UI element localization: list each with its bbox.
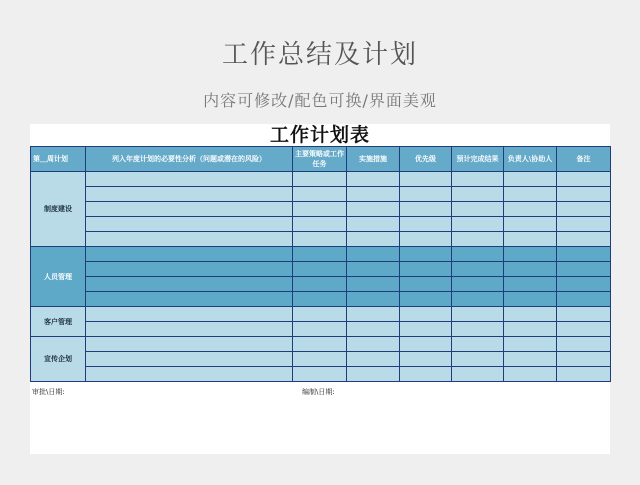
table-cell[interactable]	[400, 292, 452, 307]
table-cell[interactable]	[557, 202, 611, 217]
table-cell[interactable]	[347, 262, 400, 277]
table-row	[31, 307, 611, 322]
header-week-plan[interactable]: 第＿周计划	[31, 147, 86, 172]
table-cell[interactable]	[504, 172, 557, 187]
header-row	[31, 147, 611, 172]
table-cell[interactable]	[504, 322, 557, 337]
group-label[interactable]: 宣传企划	[31, 337, 86, 382]
table-cell[interactable]	[504, 232, 557, 247]
table-cell[interactable]	[86, 352, 293, 367]
table-cell[interactable]	[347, 337, 400, 352]
table-row	[31, 247, 611, 262]
table-cell[interactable]	[400, 322, 452, 337]
table-cell[interactable]	[504, 337, 557, 352]
table-cell[interactable]	[504, 277, 557, 292]
table-cell[interactable]	[347, 232, 400, 247]
header-necessity-analysis[interactable]: 列入年度计划的必要性分析（问题或潜在的风险）	[86, 147, 293, 172]
table-cell[interactable]	[347, 217, 400, 232]
table-cell[interactable]	[400, 187, 452, 202]
table-cell[interactable]	[400, 172, 452, 187]
table-cell[interactable]	[293, 322, 347, 337]
table-cell[interactable]	[452, 352, 504, 367]
table-cell[interactable]	[400, 352, 452, 367]
table-cell[interactable]	[452, 187, 504, 202]
table-cell[interactable]	[452, 232, 504, 247]
table-cell[interactable]	[86, 367, 293, 382]
table-cell[interactable]	[504, 262, 557, 277]
table-cell[interactable]	[557, 292, 611, 307]
table-cell[interactable]	[557, 352, 611, 367]
table-cell[interactable]	[452, 322, 504, 337]
table-cell[interactable]	[452, 367, 504, 382]
table-cell[interactable]	[86, 337, 293, 352]
table-cell[interactable]	[86, 307, 293, 322]
table-row	[31, 367, 611, 382]
table-cell[interactable]	[293, 247, 347, 262]
table-cell[interactable]	[452, 217, 504, 232]
table-row	[31, 202, 611, 217]
table-cell[interactable]	[347, 172, 400, 187]
table-row	[31, 322, 611, 337]
table-cell[interactable]	[504, 247, 557, 262]
table-cell[interactable]	[347, 352, 400, 367]
table-cell[interactable]	[400, 217, 452, 232]
table-row	[31, 277, 611, 292]
table-cell[interactable]	[293, 337, 347, 352]
table-cell[interactable]	[86, 172, 293, 187]
table-cell[interactable]	[293, 172, 347, 187]
table-cell[interactable]	[86, 232, 293, 247]
group-label[interactable]: 制度建设	[31, 172, 86, 247]
table-cell[interactable]	[347, 292, 400, 307]
edit-date-label: 编制\日期:	[302, 388, 335, 396]
table-cell[interactable]	[557, 337, 611, 352]
table-cell[interactable]	[293, 307, 347, 322]
table-cell[interactable]	[557, 262, 611, 277]
table-cell[interactable]	[452, 172, 504, 187]
table-cell[interactable]	[452, 277, 504, 292]
table-cell[interactable]	[293, 292, 347, 307]
table-cell[interactable]	[504, 292, 557, 307]
table-row	[31, 172, 611, 187]
table-cell[interactable]	[347, 202, 400, 217]
table-cell[interactable]	[293, 217, 347, 232]
table-cell[interactable]	[452, 247, 504, 262]
table-cell[interactable]	[504, 187, 557, 202]
table-row	[31, 352, 611, 367]
table-cell[interactable]	[86, 217, 293, 232]
table-cell[interactable]	[452, 307, 504, 322]
table-row	[31, 217, 611, 232]
page-subtitle: 内容可修改/配色可换/界面美观	[203, 91, 437, 110]
header-measures[interactable]: 实施措施	[347, 147, 400, 172]
table-cell[interactable]	[400, 337, 452, 352]
plan-table	[30, 146, 611, 382]
table-cell[interactable]	[86, 202, 293, 217]
table-cell[interactable]	[504, 352, 557, 367]
header-owner-assistant[interactable]: 负责人\协助人	[504, 147, 557, 172]
table-cell[interactable]	[452, 292, 504, 307]
table-cell[interactable]	[557, 322, 611, 337]
table-cell[interactable]	[557, 277, 611, 292]
table-cell[interactable]	[557, 307, 611, 322]
table-cell[interactable]	[504, 367, 557, 382]
table-cell[interactable]	[347, 322, 400, 337]
table-cell[interactable]	[86, 187, 293, 202]
table-cell[interactable]	[504, 202, 557, 217]
group-label[interactable]: 人员管理	[31, 247, 86, 307]
table-cell[interactable]	[86, 262, 293, 277]
table-row	[31, 292, 611, 307]
table-cell[interactable]	[400, 262, 452, 277]
group-label[interactable]: 客户管理	[31, 307, 86, 337]
table-row	[31, 187, 611, 202]
sheet-footer	[30, 387, 610, 397]
table-cell[interactable]	[400, 202, 452, 217]
table-cell[interactable]	[293, 367, 347, 382]
table-cell[interactable]	[452, 202, 504, 217]
table-cell[interactable]	[293, 232, 347, 247]
header-strategy-tasks[interactable]: 主要策略或工作任务	[293, 147, 347, 172]
table-cell[interactable]	[347, 307, 400, 322]
table-cell[interactable]	[293, 262, 347, 277]
table-cell[interactable]	[293, 187, 347, 202]
table-cell[interactable]	[347, 277, 400, 292]
table-cell[interactable]	[400, 232, 452, 247]
table-cell[interactable]	[86, 277, 293, 292]
page-title: 工作总结及计划	[221, 40, 418, 70]
header-priority[interactable]: 优先级	[400, 147, 452, 172]
table-cell[interactable]	[86, 247, 293, 262]
spreadsheet-preview	[30, 124, 610, 454]
table-cell[interactable]	[293, 352, 347, 367]
table-row	[31, 232, 611, 247]
table-cell[interactable]	[557, 172, 611, 187]
table-cell[interactable]	[347, 247, 400, 262]
table-cell[interactable]	[452, 337, 504, 352]
table-cell[interactable]	[347, 187, 400, 202]
table-cell[interactable]	[400, 307, 452, 322]
table-cell[interactable]	[86, 322, 293, 337]
table-cell[interactable]	[293, 277, 347, 292]
table-cell[interactable]	[557, 367, 611, 382]
plan-table-body	[31, 172, 611, 382]
table-cell[interactable]	[452, 262, 504, 277]
sheet-title: 工作计划表	[269, 124, 370, 146]
table-cell[interactable]	[400, 277, 452, 292]
table-cell[interactable]	[86, 292, 293, 307]
table-row	[31, 262, 611, 277]
table-cell[interactable]	[293, 202, 347, 217]
audit-date-label: 审批\日期:	[32, 388, 65, 396]
table-row	[31, 337, 611, 352]
table-cell[interactable]	[557, 232, 611, 247]
table-cell[interactable]	[557, 247, 611, 262]
table-cell[interactable]	[504, 217, 557, 232]
table-cell[interactable]	[557, 187, 611, 202]
table-cell[interactable]	[400, 367, 452, 382]
table-cell[interactable]	[557, 217, 611, 232]
table-cell[interactable]	[400, 247, 452, 262]
header-remarks[interactable]: 备注	[557, 147, 611, 172]
header-expected-result[interactable]: 预计完成结果	[452, 147, 504, 172]
table-cell[interactable]	[347, 367, 400, 382]
table-cell[interactable]	[504, 307, 557, 322]
